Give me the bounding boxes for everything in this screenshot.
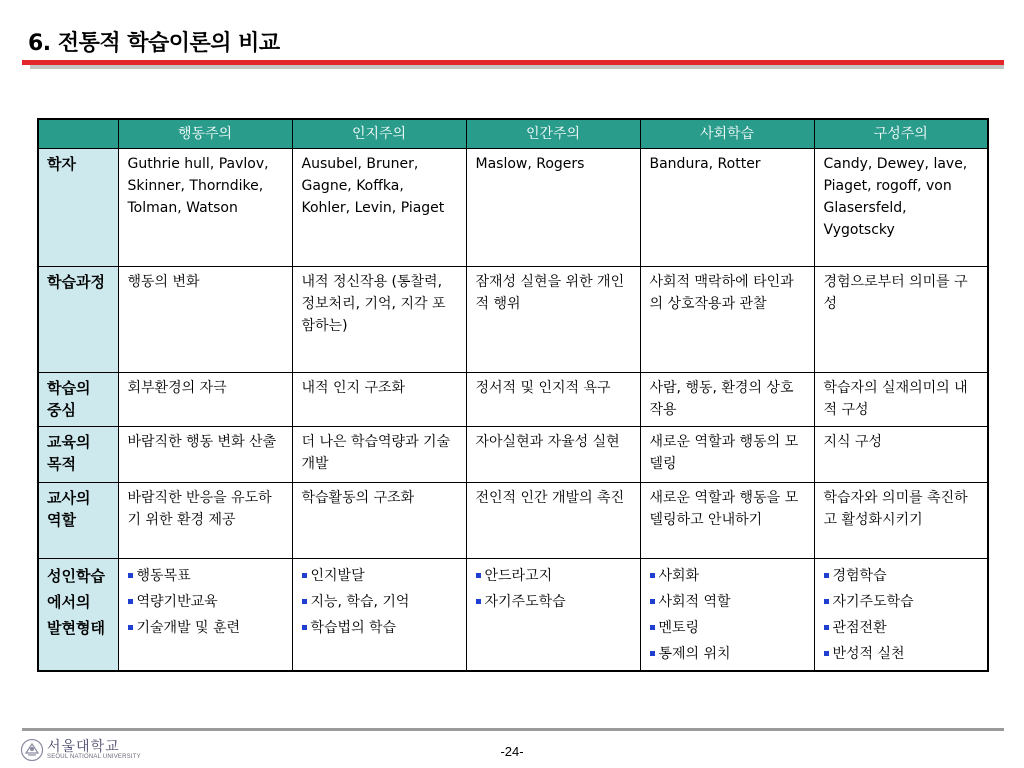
table-cell: 학습활동의 구조화 (292, 483, 466, 559)
bullet-icon (302, 625, 307, 630)
list-item (824, 615, 979, 641)
table-cell: 새로운 역할과 행동의 모델링 (640, 427, 814, 483)
table-cell: 내적 인지 구조화 (292, 373, 466, 427)
table-cell: 더 나은 학습역량과 기술개발 (292, 427, 466, 483)
bullet-icon (302, 573, 307, 578)
table-cell: 잠재성 실현을 위한 개인적 행위 (466, 267, 640, 373)
table-cell: 지식 구성 (814, 427, 988, 483)
table-cell (292, 559, 466, 672)
list-item-label: 자기주도학습 (484, 594, 566, 610)
table-row (38, 559, 988, 672)
table-cell: Candy, Dewey, lave, Piaget, rogoff, von Glasersfeld, Vygotscky (814, 149, 988, 267)
list-item (128, 589, 283, 615)
bullet-icon (128, 573, 133, 578)
table-row (38, 149, 988, 267)
bullet-icon (824, 651, 829, 656)
list-item (302, 589, 457, 615)
table-cell (118, 559, 292, 672)
table-row (38, 267, 988, 373)
page-title: 6. 전통적 학습이론의 비교 (28, 31, 280, 56)
footer-divider (22, 728, 1004, 731)
bullet-list (302, 563, 457, 641)
logo-text-korean: 서울대학교 (47, 739, 120, 755)
list-item-label: 지능, 학습, 기억 (310, 594, 410, 610)
list-item-label: 반성적 실천 (832, 646, 905, 662)
row-header: 학자 (38, 149, 118, 267)
column-header: 인간주의 (466, 119, 640, 149)
list-item-label: 안드라고지 (484, 568, 553, 584)
list-item-label: 경험학습 (832, 568, 887, 584)
bullet-icon (650, 599, 655, 604)
list-item (650, 563, 805, 589)
table-cell: 사람, 행동, 환경의 상호작용 (640, 373, 814, 427)
list-item-label: 관점전환 (832, 620, 887, 636)
table-cell: 내적 정신작용 (통찰력, 정보처리, 기억, 지각 포함하는) (292, 267, 466, 373)
bullet-list (476, 563, 631, 615)
bullet-icon (476, 573, 481, 578)
bullet-icon (824, 625, 829, 630)
bullet-list (128, 563, 283, 641)
table-cell: 바람직한 행동 변화 산출 (118, 427, 292, 483)
table-row (38, 427, 988, 483)
table-cell (814, 559, 988, 672)
table-cell: Ausubel, Bruner, Gagne, Koffka, Kohler, Levin, Piaget (292, 149, 466, 267)
list-item-label: 사회화 (658, 568, 700, 584)
table-cell: 바람직한 반응을 유도하기 위한 환경 제공 (118, 483, 292, 559)
comparison-table (37, 118, 989, 672)
bullet-list (824, 563, 979, 667)
table-header-row (38, 119, 988, 149)
table-cell: 전인적 인간 개발의 촉진 (466, 483, 640, 559)
list-item (824, 589, 979, 615)
list-item (476, 589, 631, 615)
list-item (128, 563, 283, 589)
table-cell: 정서적 및 인지적 욕구 (466, 373, 640, 427)
bullet-icon (650, 651, 655, 656)
table-cell: 새로운 역할과 행동을 모델링하고 안내하기 (640, 483, 814, 559)
column-header: 인지주의 (292, 119, 466, 149)
list-item (476, 563, 631, 589)
table-cell (466, 559, 640, 672)
list-item-label: 행동목표 (136, 568, 191, 584)
table-cell: 경험으로부터 의미를 구성 (814, 267, 988, 373)
list-item (650, 615, 805, 641)
list-item-label: 통제의 위치 (658, 646, 731, 662)
bullet-icon (824, 573, 829, 578)
bullet-icon (476, 599, 481, 604)
table-cell: 사회적 맥락하에 타인과의 상호작용과 관찰 (640, 267, 814, 373)
table-cell: Guthrie hull, Pavlov, Skinner, Thorndike, Tolman, Watson (118, 149, 292, 267)
list-item-label: 학습법의 학습 (310, 620, 397, 636)
list-item (302, 615, 457, 641)
table-cell: 회부환경의 자극 (118, 373, 292, 427)
table-corner-cell (38, 119, 118, 149)
table-cell (640, 559, 814, 672)
list-item (128, 615, 283, 641)
table-cell: 학습자의 실재의미의 내적 구성 (814, 373, 988, 427)
page-number: -24- (500, 744, 524, 759)
table-cell: 자아실현과 자율성 실현 (466, 427, 640, 483)
row-header: 교육의 목적 (38, 427, 118, 483)
column-header: 사회학습 (640, 119, 814, 149)
list-item-label: 자기주도학습 (832, 594, 914, 610)
table-cell: Maslow, Rogers (466, 149, 640, 267)
bullet-icon (302, 599, 307, 604)
bullet-icon (650, 573, 655, 578)
bullet-icon (128, 625, 133, 630)
table-cell: Bandura, Rotter (640, 149, 814, 267)
row-header: 성인학습에서의 발현형태 (38, 559, 118, 672)
table-cell: 행동의 변화 (118, 267, 292, 373)
list-item-label: 사회적 역할 (658, 594, 731, 610)
list-item-label: 멘토링 (658, 620, 700, 636)
bullet-icon (650, 625, 655, 630)
column-header: 구성주의 (814, 119, 988, 149)
row-header: 교사의 역할 (38, 483, 118, 559)
table-cell: 학습자와 의미를 촉진하고 활성화시키기 (814, 483, 988, 559)
list-item-label: 기술개발 및 훈련 (136, 620, 241, 636)
row-header: 학습과정 (38, 267, 118, 373)
list-item (650, 589, 805, 615)
row-header: 학습의 중심 (38, 373, 118, 427)
list-item (824, 641, 979, 667)
bullet-icon (128, 599, 133, 604)
bullet-list (650, 563, 805, 667)
list-item (302, 563, 457, 589)
title-underline-shadow (30, 65, 1004, 69)
list-item-label: 인지발달 (310, 568, 365, 584)
table-row (38, 373, 988, 427)
list-item (824, 563, 979, 589)
table-row (38, 483, 988, 559)
list-item-label: 역량기반교육 (136, 594, 218, 610)
logo-text-english: SEOUL NATIONAL UNIVERSITY (47, 754, 141, 760)
bullet-icon (824, 599, 829, 604)
column-header: 행동주의 (118, 119, 292, 149)
list-item (650, 641, 805, 667)
